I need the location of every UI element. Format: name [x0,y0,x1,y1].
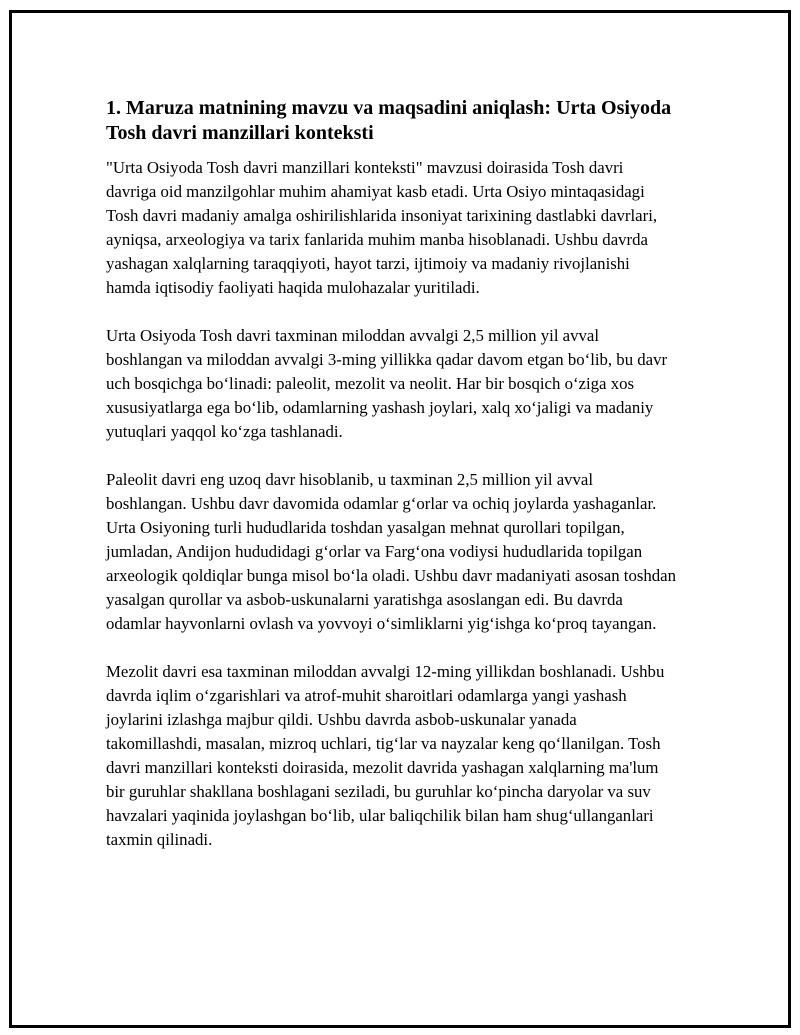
paragraph-paleolithic: Paleolit davri eng uzoq davr hisoblanib, u taxminan 2,5 million yil avval boshlangan. Ushbu davr davomida odamlar g‘orlar va ochiq joylarda yashaganlar. Urta Osiyoning turli hududlarida toshdan yasalgan mehnat qurollari topilgan, jumladan, Andijon hududidagi g‘orlar va Farg‘ona vodiysi hududlarida topilgan arxeologik qoldiqlar bunga misol bo‘la oladi. Ushbu davr madaniyati asosan toshdan yasalgan qurollar va asbob-uskunalarni yaratishga asoslangan edi. Bu davrda odamlar hayvonlarni ovlash va yovvoyi o‘simliklarni yig‘ishga ko‘proq tayangan. [106,470,676,633]
paragraph-topic-introduction: "Urta Osiyoda Tosh davri manzillari konteksti" mavzusi doirasida Tosh davri davriga oid manzilgohlar muhim ahamiyat kasb etadi. Urta Osiyo mintaqasidagi Tosh davri madaniy amalga oshirilishlarida insoniyat tarixining dastlabki davrlari, ayniqsa, arxeologiya va tarix fanlarida muhim manba hisoblanadi. Ushbu davrda yashagan xalqlarning taraqqiyoti, hayot tarzi, ijtimoiy va madaniy rivojlanishi hamda iqtisodiy faoliyati haqida mulohazalar yuritiladi. [106,158,658,297]
section-heading: 1. Maruza matnining mavzu va maqsadini aniqlash: Urta Osiyoda Tosh davri manzillari konteksti [106,97,672,144]
paragraph-mesolithic: Mezolit davri esa taxminan miloddan avvalgi 12-ming yillikdan boshlanadi. Ushbu davrda iqlim o‘zgarishlari va atrof-muhit sharoitlari odamlarga yangi yashash joylarini izlashga majbur qildi. Ushbu davrda asbob-uskunalar yanada takomillashdi, masalan, mizroq uchlari, tig‘lar va nayzalar keng qo‘llanilgan. Tosh davri manzillari konteksti doirasida, mezolit davrida yashagan xalqlarning ma'lum bir guruhlar shakllana boshlagani seziladi, bu guruhlar ko‘pincha daryolar va suv havzalari yaqinida joylashgan bo‘lib, ular baliqchilik bilan ham shug‘ullanganlari taxmin qilinadi. [106,662,665,849]
document-page [106,70,676,852]
paragraph-stone-age-periods: Urta Osiyoda Tosh davri taxminan miloddan avvalgi 2,5 million yil avval boshlangan va miloddan avvalgi 3-ming yillikka qadar davom etgan bo‘lib, bu davr uch bosqichga bo‘linadi: paleolit, mezolit va neolit. Har bir bosqich o‘ziga xos xususiyatlarga ega bo‘lib, odamlarning yashash joylari, xalq xo‘jaligi va madaniy yutuqlari yaqqol ko‘zga tashlanadi. [106,326,668,441]
